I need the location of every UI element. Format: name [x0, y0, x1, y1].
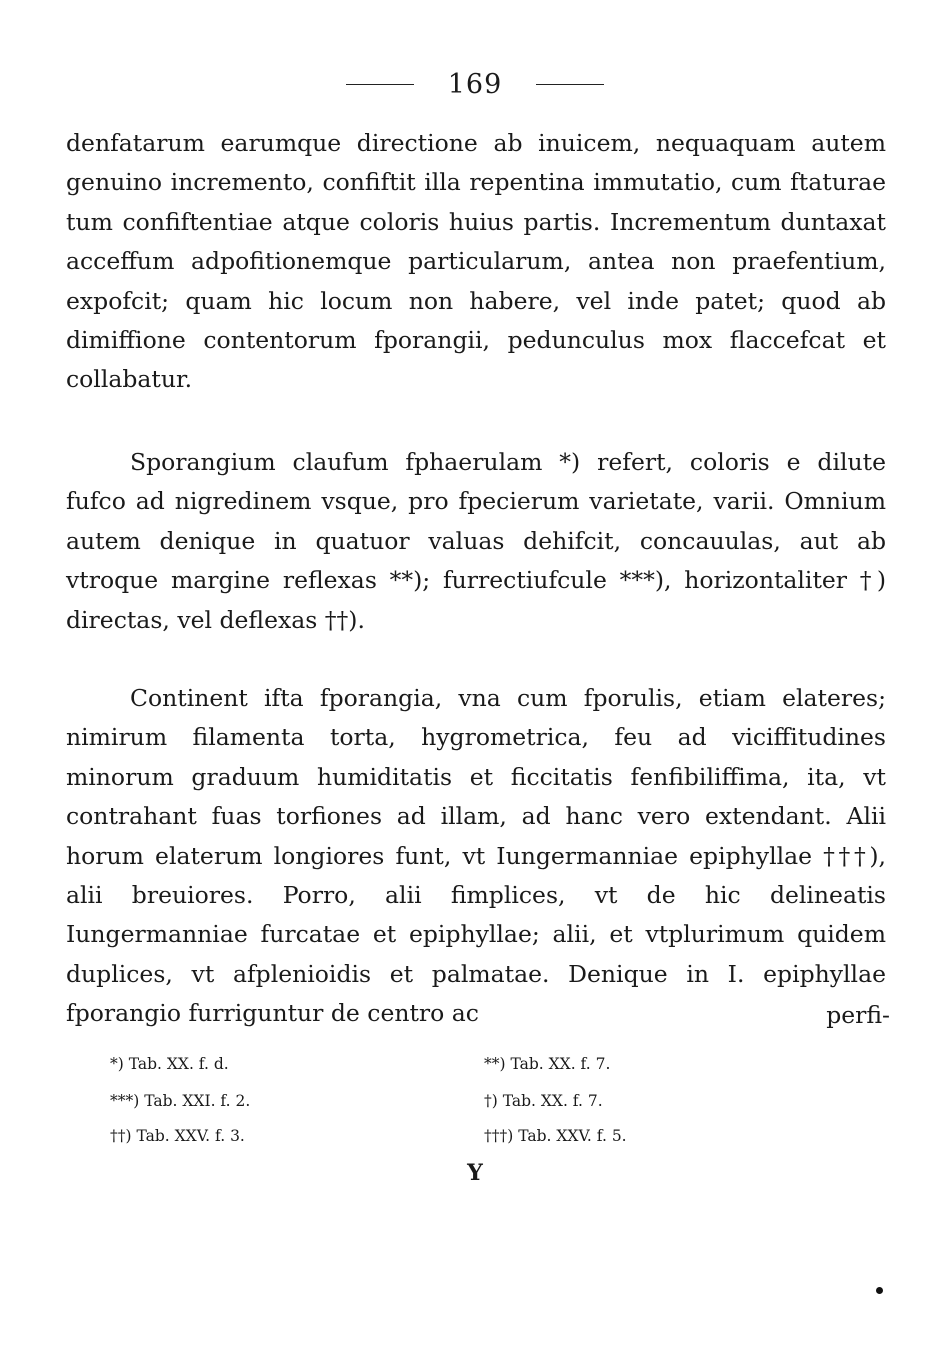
- page-number: 169: [447, 69, 503, 100]
- footnote: **) Tab. XX. f. 7.: [484, 1055, 611, 1073]
- header-rule-right: [536, 84, 604, 85]
- paragraph-elateres: [66, 679, 886, 1034]
- footnote: ***) Tab. XXI. f. 2.: [110, 1092, 251, 1110]
- ink-dot: [876, 1287, 883, 1294]
- paragraph-text: Sporangium claufum fphaerulam *) refert, coloris e dilute fufco ad nigredinem vsque, pro fpecierum varietate, varii. Omnium autem denique in quatuor valuas dehifcit, concauulas, aut ab vtroque margine reflexas **); furrectiufcule ***), horizontaliter †) directas, vel deflexas ††).: [66, 448, 886, 634]
- signature-mark: Y: [467, 1160, 483, 1186]
- paragraph-text: denfatarum earumque directione ab inuicem, nequaquam autem genuino incremento, confiftit illa repentina immutatio, cum ftaturae tum confiftentiae atque coloris huius partis. Incrementum duntaxat acceffum adpofitionemque particularum, antea non praefentium, expofcit; quam hic locum non habere, vel inde patet; quod ab dimiffione contentorum fporangii, pedunculus mox flaccefcat et collabatur.: [66, 129, 886, 394]
- header-rule-left: [346, 84, 414, 85]
- footnote: ††) Tab. XXV. f. 3.: [110, 1127, 245, 1145]
- footnote: †) Tab. XX. f. 7.: [484, 1092, 603, 1110]
- catchword: perfi-: [826, 1001, 890, 1029]
- page-header: [0, 68, 950, 100]
- paragraph-continuation: [66, 124, 886, 400]
- footnote: *) Tab. XX. f. d.: [110, 1055, 229, 1073]
- footnote: †††) Tab. XXV. f. 5.: [484, 1127, 627, 1145]
- paragraph-sporangium: [66, 443, 886, 640]
- paragraph-text: Continent ifta fporangia, vna cum fporulis, etiam elateres; nimirum filamenta torta, hygrometrica, feu ad viciffitudines minorum graduum humiditatis et ficcitatis fenfibiliffima, ita, vt contrahant fuas torfiones ad illam, ad hanc vero extendant. Alii horum elaterum longiores funt, vt Iungermanniae epiphyllae †††), alii breuiores. Porro, alii fimplices, vt de hic delineatis Iungermanniae furcatae et epiphyllae; alii, et vtplurimum quidem duplices, vt afplenioidis et palmatae. Denique in I. epiphyllae fporangio furriguntur de centro ac: [66, 684, 886, 1028]
